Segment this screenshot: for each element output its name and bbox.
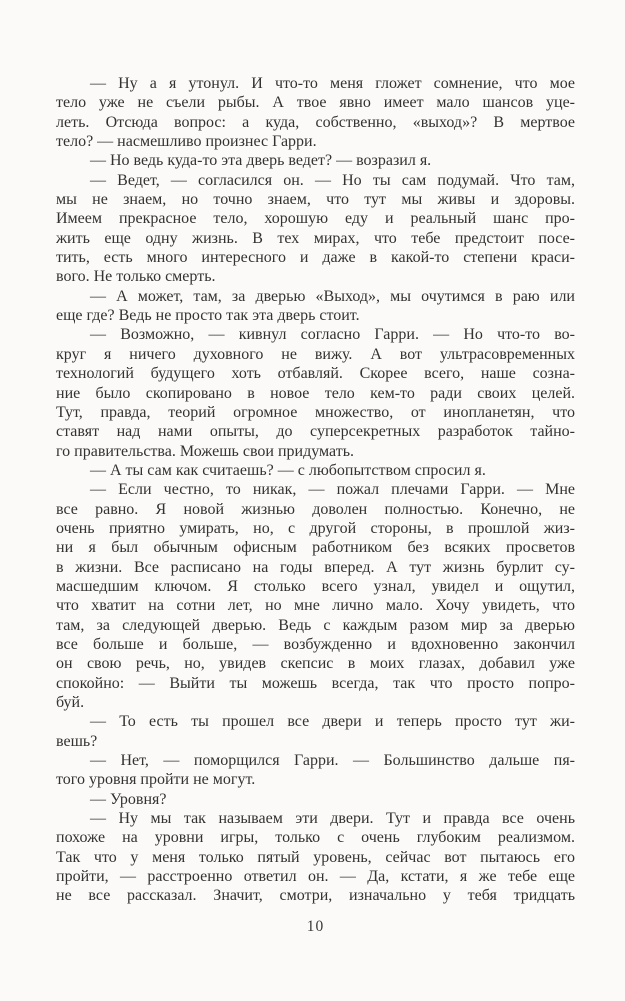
text-line: он свою речь, но, увидев скепсис в моих глазах, добавил уже [56, 655, 575, 673]
paragraph [56, 74, 575, 151]
text-line: — Ну а я утонул. И что-то меня гложет сомнение, что мое [90, 75, 575, 92]
text-line: леть. Отсюда вопрос: а куда, собственно, «выход»? В мертвое [56, 113, 575, 131]
text-line: ни я был обычным офисным работником без всяких просветов [56, 539, 575, 557]
text-line: круг я ничего духовного не вижу. А вот ультрасовременных [56, 345, 575, 363]
text-line: — Если честно, то никак, — пожал плечами Гарри. — Мне [90, 481, 575, 499]
text-line: все равно. Я новой жизнью доволен полностью. Конечно, не [56, 500, 575, 518]
text-line: в жизни. Все расписано на годы вперед. А тут жизнь бурлит су- [56, 558, 575, 576]
text-line: — А может, там, за дверью «Выход», мы очутимся в раю или [90, 287, 575, 305]
paragraph [56, 809, 575, 906]
paragraph [56, 480, 575, 712]
text-line: — Уровня? [90, 790, 167, 808]
text-line: — То есть ты прошел все двери и теперь просто тут жи- [90, 713, 575, 731]
text-line: Тут, правда, теорий огромное множество, от инопланетян, что [56, 403, 575, 421]
text-line: ние было скопировано в новое тело кем-то ради своих целей. [56, 384, 575, 402]
text-line: вого. Не только смерть. [56, 268, 216, 286]
text-line: похоже на уровни игры, только с очень глубоким реализмом. [56, 829, 575, 847]
text-line: ставят над нами опыты, до суперсекретных разработок тайно- [56, 423, 575, 441]
text-line: масшедшим ключом. Я столько всего узнал, увидел и ощутил, [56, 577, 575, 595]
text-line: тело уже не съели рыбы. А твое явно имеет мало шансов уце- [56, 94, 575, 112]
text-line: не все рассказал. Значит, смотри, изначально у тебя тридцать [56, 887, 575, 905]
text-line: очень приятно умирать, но, с другой стороны, в прошлой жиз- [56, 519, 575, 537]
text-line: что хватит на сотни лет, но мне лично мало. Хочу увидеть, что [56, 597, 575, 615]
paragraph [56, 712, 575, 751]
paragraph [56, 287, 575, 326]
text-line: технологий будущего хоть отбавляй. Скорее всего, наше созна- [56, 365, 575, 383]
text-line: еще где? Ведь не просто так эта дверь стоит. [56, 307, 360, 325]
text-line: — Возможно, — кивнул согласно Гарри. — Но что-то во- [90, 326, 575, 344]
paragraph [56, 171, 575, 287]
paragraph [56, 790, 575, 809]
text-line: все больше и больше, — возбужденно и вдохновенно закончил [56, 635, 575, 653]
text-line: Так что у меня только пятый уровень, сейчас вот пытаюсь его [56, 848, 575, 866]
text-line: го правительства. Можешь свои придумать. [56, 442, 355, 460]
text-line: — Нет, — поморщился Гарри. — Большинство дальше пя- [90, 752, 575, 770]
text-line: спокойно: — Выйти ты можешь всегда, так что просто попро- [56, 674, 575, 692]
text-line: буй. [56, 694, 85, 711]
text-line: Имеем прекрасное тело, хорошую еду и реальный шанс про- [56, 210, 575, 228]
paragraph [56, 325, 575, 460]
text-line: — А ты сам как считаешь? — с любопытством спросил я. [90, 461, 486, 479]
text-line: пройти, — расстроенно ответил он. — Да, кстати, я же тебе еще [56, 868, 575, 886]
text-line: тело? — насмешливо произнес Гарри. [56, 133, 317, 151]
text-line: того уровня пройти не могут. [56, 771, 256, 789]
text-line: — Но ведь куда-то эта дверь ведет? — возразил я. [90, 152, 432, 170]
text-line: мы не знаем, но точно знаем, что тут мы живы и здоровы. [56, 191, 575, 209]
paragraph [56, 461, 575, 480]
text-line: — Ведет, — согласился он. — Но ты сам подумай. Что там, [90, 171, 575, 189]
text-line: вешь? [56, 732, 98, 750]
text-line: — Ну мы так называем эти двери. Тут и правда все очень [90, 810, 575, 828]
text-line: тить, есть много интересного и даже в какой-то степени краси- [56, 249, 575, 267]
paragraph [56, 151, 575, 170]
page-number: 10 [306, 918, 325, 935]
paragraph [56, 751, 575, 790]
text-line: жить еще одну жизнь. В тех мирах, что тебе предстоит посе- [56, 229, 575, 247]
text-line: там, за следующей дверью. Ведь с каждым разом мир за дверью [56, 616, 575, 634]
book-text [56, 74, 575, 906]
